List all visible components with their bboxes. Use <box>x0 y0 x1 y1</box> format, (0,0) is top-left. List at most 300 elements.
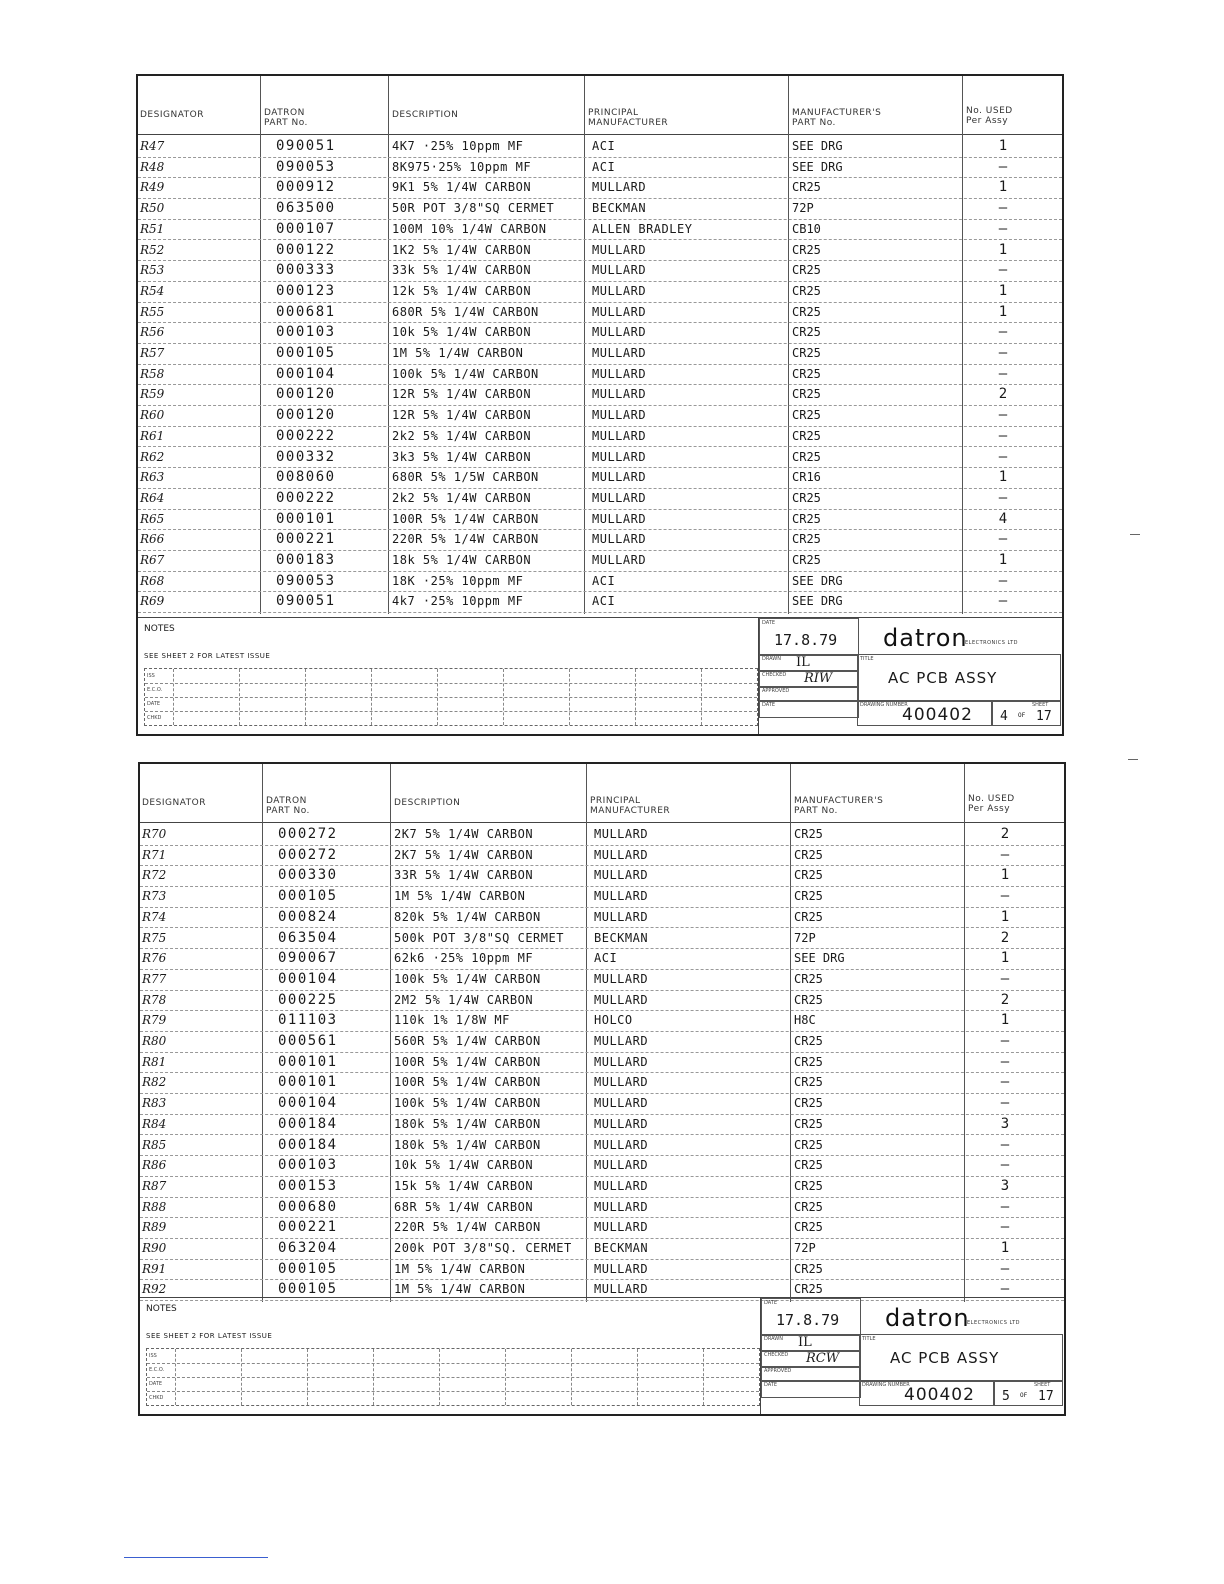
manufacturer-part-cell: CR25 <box>792 532 821 547</box>
manufacturer-part-cell: SEE DRG <box>792 594 843 609</box>
description-cell: 2k2 5% 1/4W CARBON <box>392 490 532 505</box>
manufacturer-cell: MULLARD <box>592 490 647 505</box>
description-cell: 9K1 5% 1/4W CARBON <box>392 180 532 195</box>
title-block <box>760 1298 1063 1414</box>
qty-cell: — <box>1000 888 1010 905</box>
manufacturer-cell: MULLARD <box>594 1137 649 1152</box>
description-cell: 1M 5% 1/4W CARBON <box>394 1261 526 1276</box>
qty-cell: 3 <box>1000 1177 1010 1194</box>
sheet-total: 17 <box>1036 709 1052 724</box>
datron-part-cell: 000123 <box>276 282 336 299</box>
qty-cell: 1 <box>998 552 1008 568</box>
manufacturer-part-cell: CR25 <box>794 1282 823 1297</box>
manufacturer-cell: BECKMAN <box>594 930 649 945</box>
header-datron-part: DATRON PART No. <box>266 796 310 816</box>
description-cell: 1M 5% 1/4W CARBON <box>394 889 526 904</box>
assembly-title: AC PCB ASSY <box>890 1349 1000 1367</box>
designator-cell: R62 <box>140 449 165 464</box>
datron-part-cell: 000120 <box>276 386 336 403</box>
datron-part-cell: 063500 <box>276 200 336 217</box>
checked-box: CHECKED RIW <box>759 670 859 688</box>
header-principal-manufacturer: PRINCIPAL MANUFACTURER <box>590 796 671 816</box>
revision-grid <box>146 1348 760 1406</box>
manufacturer-cell: MULLARD <box>594 1199 649 1214</box>
table-row <box>138 177 1062 199</box>
datron-part-cell: 063504 <box>278 929 338 946</box>
qty-cell: 1 <box>998 282 1008 299</box>
designator-cell: R60 <box>140 408 165 423</box>
qty-cell: — <box>998 531 1008 548</box>
date2-box: DATE <box>761 1380 861 1398</box>
datron-part-cell: 011103 <box>278 1012 338 1029</box>
table-row <box>138 467 1062 489</box>
sheet-of: OF <box>1018 712 1026 719</box>
description-cell: 68R 5% 1/4W CARBON <box>394 1199 534 1214</box>
table-row <box>140 824 1064 846</box>
description-cell: 2K7 5% 1/4W CARBON <box>394 827 534 841</box>
description-cell: 100M 10% 1/4W CARBON <box>392 221 547 236</box>
title-box: TITLE AC PCB ASSY <box>859 1334 1063 1382</box>
manufacturer-cell: MULLARD <box>594 1282 649 1297</box>
designator-cell: R74 <box>142 909 167 924</box>
datron-part-cell: 090053 <box>276 572 336 589</box>
drawing-number-box: DRAWING NUMBER 400402 <box>857 700 993 726</box>
manufacturer-cell: MULLARD <box>594 1054 649 1069</box>
qty-cell: 2 <box>1000 991 1010 1008</box>
datron-part-cell: 090067 <box>278 950 338 967</box>
manufacturer-cell: MULLARD <box>594 1075 649 1090</box>
datron-logo: datron <box>883 624 968 652</box>
qty-cell: 2 <box>1000 929 1010 946</box>
manufacturer-cell: MULLARD <box>594 909 649 924</box>
designator-cell: R54 <box>140 283 165 298</box>
table-row <box>138 529 1062 551</box>
datron-part-cell: 000153 <box>278 1177 338 1194</box>
table-row <box>138 571 1062 593</box>
manufacturer-cell: MULLARD <box>592 553 647 567</box>
designator-cell: R61 <box>140 428 165 443</box>
datron-part-cell: 000221 <box>278 1219 338 1236</box>
date-box: DATE 17.8.79 <box>761 1298 861 1336</box>
manufacturer-cell: MULLARD <box>592 180 647 195</box>
manufacturer-part-cell: SEE DRG <box>794 951 845 966</box>
description-cell: 1M 5% 1/4W CARBON <box>392 346 524 360</box>
margin-mark <box>1128 759 1138 760</box>
designator-cell: R48 <box>140 159 165 174</box>
qty-cell: 1 <box>998 179 1008 196</box>
manufacturer-part-cell: CR25 <box>794 1054 823 1069</box>
manufacturer-part-cell: CR25 <box>792 449 821 464</box>
header-manufacturer-part: MANUFACTURER'S PART No. <box>794 796 884 816</box>
manufacturer-cell: ACI <box>594 951 618 966</box>
sheet-of: OF <box>1020 1392 1028 1399</box>
designator-cell: R52 <box>140 242 165 257</box>
description-cell: 12R 5% 1/4W CARBON <box>392 387 532 402</box>
manufacturer-cell: MULLARD <box>592 283 647 298</box>
header-designator: DESIGNATOR <box>142 798 206 808</box>
qty-cell: — <box>1000 1053 1010 1070</box>
manufacturer-cell: MULLARD <box>592 532 647 547</box>
drawn-initials: IL <box>798 1335 812 1350</box>
description-cell: 18k 5% 1/4W CARBON <box>392 553 532 567</box>
manufacturer-part-cell: SEE DRG <box>792 573 843 588</box>
designator-cell: R73 <box>142 889 167 904</box>
table-row <box>140 928 1064 950</box>
description-cell: 4k7 ·25% 10ppm MF <box>392 594 524 609</box>
header-principal-manufacturer: PRINCIPAL MANUFACTURER <box>588 108 669 128</box>
revision-grid <box>144 668 758 726</box>
datron-part-cell: 000120 <box>276 407 336 424</box>
manufacturer-part-cell: SEE DRG <box>792 159 843 174</box>
qty-cell: — <box>1000 1033 1010 1049</box>
manufacturer-part-cell: CR25 <box>794 847 823 862</box>
manufacturer-part-cell: CR25 <box>792 490 821 505</box>
table-row <box>140 886 1064 908</box>
manufacturer-part-cell: CR25 <box>792 366 821 381</box>
qty-cell: 1 <box>1000 1012 1010 1029</box>
description-cell: 100k 5% 1/4W CARBON <box>392 366 539 381</box>
description-cell: 12R 5% 1/4W CARBON <box>392 408 532 423</box>
manufacturer-cell: MULLARD <box>592 408 647 423</box>
designator-cell: R72 <box>142 868 167 883</box>
designator-cell: R82 <box>142 1075 167 1090</box>
datron-part-cell: 000824 <box>278 908 338 925</box>
table-row <box>140 1010 1064 1032</box>
datron-part-cell: 000912 <box>276 179 336 196</box>
manufacturer-part-cell: CR25 <box>792 263 821 278</box>
manufacturer-part-cell: CB10 <box>792 221 821 236</box>
datron-part-cell: 000105 <box>276 345 336 361</box>
table-row <box>140 845 1064 867</box>
designator-cell: R75 <box>142 930 167 945</box>
qty-cell: — <box>998 427 1008 444</box>
title-box: TITLE AC PCB ASSY <box>857 654 1061 702</box>
parts-list-sheet-4 <box>136 74 1064 736</box>
header-manufacturer-part: MANUFACTURER'S PART No. <box>792 108 882 128</box>
designator-cell: R67 <box>140 553 165 567</box>
designator-cell: R84 <box>142 1116 167 1131</box>
assembly-title: AC PCB ASSY <box>888 669 998 687</box>
designator-cell: R90 <box>142 1241 167 1255</box>
qty-cell: 1 <box>998 303 1008 320</box>
manufacturer-cell: HOLCO <box>594 1013 633 1028</box>
checked-initials: RIW <box>804 671 833 686</box>
manufacturer-part-cell: CR25 <box>794 827 823 841</box>
manufacturer-cell: ACI <box>592 594 616 609</box>
table-row <box>138 384 1062 406</box>
table-row <box>138 240 1062 262</box>
description-cell: 100R 5% 1/4W CARBON <box>394 1054 541 1069</box>
description-cell: 12k 5% 1/4W CARBON <box>392 283 532 298</box>
datron-part-cell: 008060 <box>276 469 336 486</box>
column-header-row <box>138 76 1062 135</box>
description-cell: 33R 5% 1/4W CARBON <box>394 868 534 883</box>
qty-cell: — <box>998 489 1008 506</box>
table-row <box>138 343 1062 365</box>
table-row <box>138 591 1062 613</box>
table-row <box>140 1238 1064 1260</box>
designator-cell: R69 <box>140 594 165 609</box>
designator-cell: R56 <box>140 325 165 340</box>
datron-part-cell: 000101 <box>278 1053 338 1070</box>
designator-cell: R80 <box>142 1034 167 1048</box>
manufacturer-part-cell: CR25 <box>794 1178 823 1193</box>
description-cell: 220R 5% 1/4W CARBON <box>394 1220 541 1235</box>
parts-list-sheet-5 <box>138 762 1066 1416</box>
manufacturer-part-cell: CR25 <box>794 889 823 904</box>
header-datron-part: DATRON PART No. <box>264 108 308 128</box>
drawing-number-box: DRAWING NUMBER 400402 <box>859 1380 995 1406</box>
designator-cell: R92 <box>142 1282 167 1297</box>
datron-logo-sub: ELECTRONICS LTD <box>965 640 1019 646</box>
manufacturer-part-cell: 72P <box>794 930 816 945</box>
qty-cell: 1 <box>1000 908 1010 925</box>
designator-cell: R70 <box>142 827 167 841</box>
manufacturer-cell: MULLARD <box>594 1261 649 1276</box>
qty-cell: — <box>998 365 1008 382</box>
manufacturer-cell: ACI <box>592 159 616 174</box>
designator-cell: R79 <box>142 1013 167 1028</box>
table-row <box>140 1072 1064 1094</box>
description-cell: 820k 5% 1/4W CARBON <box>394 909 541 924</box>
manufacturer-part-cell: CR25 <box>794 1220 823 1235</box>
margin-mark <box>1130 534 1140 535</box>
manufacturer-cell: ACI <box>592 139 616 153</box>
header-description: DESCRIPTION <box>394 798 461 808</box>
datron-part-cell: 000184 <box>278 1115 338 1132</box>
description-cell: 15k 5% 1/4W CARBON <box>394 1178 534 1193</box>
datron-part-cell: 000183 <box>276 552 336 568</box>
manufacturer-cell: MULLARD <box>594 1158 649 1173</box>
manufacturer-part-cell: CR25 <box>794 1096 823 1111</box>
manufacturer-cell: MULLARD <box>594 868 649 883</box>
qty-cell: — <box>998 448 1008 465</box>
rev-label-chkd: CHKD <box>149 1395 164 1401</box>
description-cell: 1M 5% 1/4W CARBON <box>394 1282 526 1297</box>
datron-part-cell: 000225 <box>278 991 338 1008</box>
qty-cell: 1 <box>1000 867 1010 884</box>
designator-cell: R59 <box>140 387 165 402</box>
manufacturer-part-cell: CR25 <box>794 1199 823 1214</box>
manufacturer-part-cell: CR25 <box>792 408 821 423</box>
datron-part-cell: 000122 <box>276 241 336 258</box>
datron-part-cell: 090051 <box>276 593 336 610</box>
description-cell: 220R 5% 1/4W CARBON <box>392 532 539 547</box>
sheet-date: 17.8.79 <box>776 1311 840 1329</box>
description-cell: 8K975·25% 10ppm MF <box>392 159 532 174</box>
sheet-date: 17.8.79 <box>774 631 838 649</box>
manufacturer-part-cell: CR25 <box>794 909 823 924</box>
table-row <box>140 1135 1064 1157</box>
description-cell: 100k 5% 1/4W CARBON <box>394 1096 541 1111</box>
datron-part-cell: 000105 <box>278 888 338 905</box>
designator-cell: R63 <box>140 470 165 485</box>
designator-cell: R91 <box>142 1261 167 1276</box>
qty-cell: 1 <box>1000 1240 1010 1256</box>
table-row <box>138 136 1062 158</box>
qty-cell: — <box>998 407 1008 424</box>
table-row <box>140 1155 1064 1177</box>
rev-label-chkd: CHKD <box>147 715 162 721</box>
manufacturer-cell: MULLARD <box>592 242 647 257</box>
datron-part-cell: 000333 <box>276 262 336 279</box>
designator-cell: R64 <box>140 490 165 505</box>
sheet-footer <box>140 1297 1064 1414</box>
drawing-number: 400402 <box>902 705 973 725</box>
date2-box: DATE <box>759 700 859 718</box>
header-designator: DESIGNATOR <box>140 110 204 120</box>
qty-cell: — <box>1000 970 1010 987</box>
manufacturer-part-cell: CR25 <box>794 992 823 1007</box>
table-row <box>138 198 1062 220</box>
designator-cell: R47 <box>140 139 165 153</box>
manufacturer-part-cell: 72P <box>792 201 814 216</box>
rev-label-date: DATE <box>149 1381 163 1387</box>
rev-label-date: DATE <box>147 701 161 707</box>
manufacturer-cell: ALLEN BRADLEY <box>592 221 693 236</box>
column-header-row <box>140 764 1064 823</box>
manufacturer-cell: MULLARD <box>594 1096 649 1111</box>
manufacturer-part-cell: CR25 <box>794 1261 823 1276</box>
sheet-number: 4 <box>1000 709 1008 724</box>
manufacturer-cell: BECKMAN <box>594 1241 649 1255</box>
designator-cell: R58 <box>140 366 165 381</box>
description-cell: 180k 5% 1/4W CARBON <box>394 1137 541 1152</box>
qty-cell: — <box>1000 1074 1010 1091</box>
table-row <box>138 157 1062 179</box>
description-cell: 200k POT 3/8"SQ. CERMET <box>394 1241 572 1255</box>
designator-cell: R78 <box>142 992 167 1007</box>
manufacturer-cell: BECKMAN <box>592 201 647 216</box>
description-cell: 180k 5% 1/4W CARBON <box>394 1116 541 1131</box>
rev-label-eco: E.C.O. <box>149 1367 165 1373</box>
datron-part-cell: 000184 <box>278 1136 338 1153</box>
drawn-initials: IL <box>796 655 810 670</box>
table-row <box>140 948 1064 970</box>
designator-cell: R68 <box>140 573 165 588</box>
datron-part-cell: 000105 <box>278 1260 338 1277</box>
table-row <box>138 550 1062 572</box>
qty-cell: — <box>998 158 1008 175</box>
manufacturer-part-cell: CR25 <box>794 868 823 883</box>
manufacturer-part-cell: CR25 <box>794 1137 823 1152</box>
date-box: DATE 17.8.79 <box>759 618 859 656</box>
datron-part-cell: 063204 <box>278 1240 338 1256</box>
table-row <box>138 281 1062 303</box>
notes-label: NOTES <box>146 1304 177 1314</box>
table-row <box>138 509 1062 531</box>
qty-cell: — <box>1000 1219 1010 1236</box>
rev-label-iss: ISS <box>147 673 155 679</box>
manufacturer-cell: MULLARD <box>592 346 647 360</box>
table-row <box>138 405 1062 427</box>
manufacturer-cell: MULLARD <box>592 470 647 485</box>
drawn-box: DRAWN IL <box>759 654 859 672</box>
datron-part-cell: 000681 <box>276 303 336 320</box>
datron-part-cell: 000330 <box>278 867 338 884</box>
table-row <box>140 907 1064 929</box>
sheet-footer <box>138 617 1062 734</box>
designator-cell: R86 <box>142 1158 167 1173</box>
table-row <box>138 260 1062 282</box>
qty-cell: — <box>998 324 1008 341</box>
description-cell: 2k2 5% 1/4W CARBON <box>392 428 532 443</box>
table-row <box>140 1176 1064 1198</box>
qty-cell: — <box>1000 1095 1010 1112</box>
manufacturer-part-cell: CR25 <box>792 511 821 526</box>
description-cell: 110k 1% 1/8W MF <box>394 1013 510 1028</box>
designator-cell: R89 <box>142 1220 167 1235</box>
table-row <box>140 1093 1064 1115</box>
table-row <box>138 219 1062 241</box>
table-row <box>138 322 1062 344</box>
qty-cell: 1 <box>1000 950 1010 967</box>
manufacturer-part-cell: H8C <box>794 1013 816 1028</box>
datron-part-cell: 000680 <box>278 1198 338 1215</box>
description-cell: 2M2 5% 1/4W CARBON <box>394 992 534 1007</box>
qty-cell: 3 <box>1000 1115 1010 1132</box>
datron-part-cell: 000101 <box>278 1074 338 1091</box>
qty-cell: — <box>998 262 1008 279</box>
table-row <box>140 865 1064 887</box>
datron-part-cell: 000561 <box>278 1033 338 1049</box>
description-cell: 2K7 5% 1/4W CARBON <box>394 847 534 862</box>
table-row <box>138 426 1062 448</box>
designator-cell: R49 <box>140 180 165 195</box>
manufacturer-cell: MULLARD <box>594 992 649 1007</box>
table-row <box>138 302 1062 324</box>
qty-cell: 2 <box>1000 826 1010 842</box>
designator-cell: R77 <box>142 971 167 986</box>
qty-cell: — <box>998 345 1008 361</box>
qty-cell: 2 <box>998 386 1008 403</box>
manufacturer-cell: MULLARD <box>592 387 647 402</box>
table-row <box>140 1031 1064 1053</box>
manufacturer-cell: MULLARD <box>594 827 649 841</box>
manufacturer-cell: MULLARD <box>592 304 647 319</box>
manufacturer-cell: MULLARD <box>594 847 649 862</box>
manufacturer-part-cell: CR25 <box>794 1158 823 1173</box>
manufacturer-cell: MULLARD <box>592 428 647 443</box>
table-row <box>138 488 1062 510</box>
sheet-number: 5 <box>1002 1389 1010 1404</box>
manufacturer-part-cell: CR25 <box>792 325 821 340</box>
manufacturer-cell: MULLARD <box>592 511 647 526</box>
manufacturer-part-cell: CR25 <box>794 1075 823 1090</box>
designator-cell: R83 <box>142 1096 167 1111</box>
table-row <box>138 364 1062 386</box>
qty-cell: — <box>1000 1198 1010 1215</box>
table-row <box>140 969 1064 991</box>
description-cell: 100R 5% 1/4W CARBON <box>392 511 539 526</box>
table-row <box>138 447 1062 469</box>
designator-cell: R55 <box>140 304 165 319</box>
qty-cell: 1 <box>998 469 1008 486</box>
manufacturer-part-cell: CR25 <box>792 304 821 319</box>
designator-cell: R85 <box>142 1137 167 1152</box>
page-edge-line <box>124 1557 268 1558</box>
approved-box: APPROVED <box>761 1366 861 1382</box>
designator-cell: R87 <box>142 1178 167 1193</box>
datron-logo-sub: ELECTRONICS LTD <box>967 1320 1021 1326</box>
qty-cell: — <box>1000 1260 1010 1277</box>
sheet-number-box: SHEET 5 OF 17 <box>993 1380 1063 1406</box>
manufacturer-cell: MULLARD <box>594 1034 649 1048</box>
designator-cell: R66 <box>140 532 165 547</box>
datron-part-cell: 000222 <box>276 427 336 444</box>
datron-part-cell: 000104 <box>276 365 336 382</box>
description-cell: 10k 5% 1/4W CARBON <box>394 1158 534 1173</box>
